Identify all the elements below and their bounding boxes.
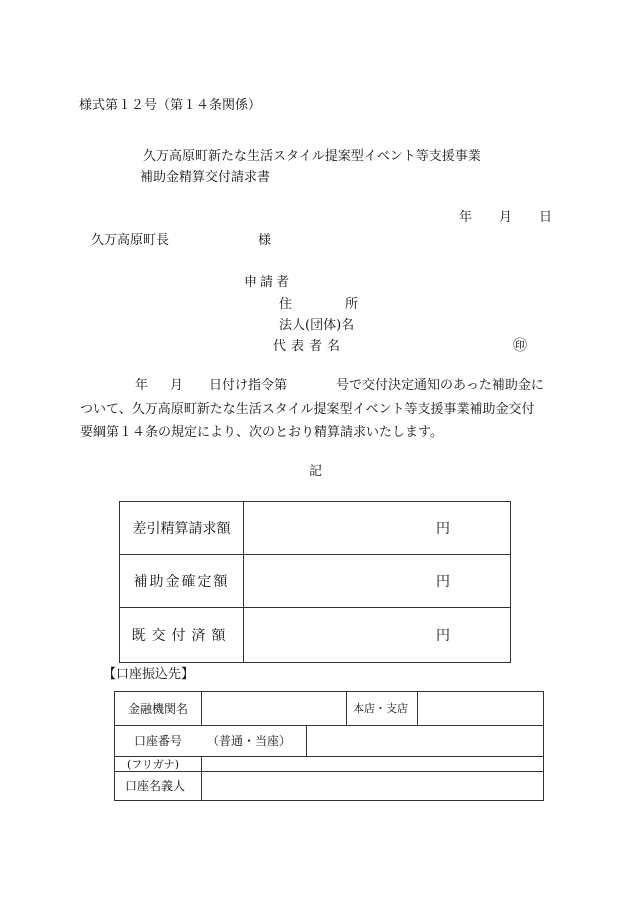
bank-table [114,691,544,801]
amount-row-paid [120,608,510,662]
date-day: 日 [539,210,553,225]
addressee-honorific: 様 [258,233,272,248]
amount-label-confirmed: 補助金確定額 [120,555,244,607]
bank-divider [115,771,543,772]
amount-unit-paid: 円 [436,628,450,644]
address-label-b: 所 [345,297,359,312]
amount-unit-confirmed: 円 [436,574,450,590]
form-number: 様式第１２号（第１４条関係） [79,98,262,113]
date-year: 年 [459,210,473,225]
amount-table [119,501,511,663]
addressee-name: 久万高原町長 [91,233,170,248]
bank-heading: 【口座振込先】 [103,667,195,682]
body-line-2: ついて、久万高原町新たな生活スタイル提案型イベント等支援事業補助金交付 [80,402,535,417]
amount-unit-settlement: 円 [436,521,450,537]
address-label-a: 住 [279,297,293,312]
amount-label-paid: 既交付済額 [120,608,244,662]
bank-divider [346,692,347,725]
ki-mark: 記 [309,464,323,479]
bank-institution-label: 金融機関名 [128,702,189,716]
bank-divider [306,725,307,756]
bank-divider [201,771,202,801]
amount-row-confirmed [120,555,510,608]
bank-account-type: （普通・当座） [207,734,292,748]
bank-account-number-label: 口座番号 [134,734,183,748]
body-line-3: 要綱第１４条の規定により、次のとおり精算請求いたします。 [80,425,443,440]
body-month: 月 [170,378,184,393]
body-notice: 号で交付決定通知のあった補助金に [336,378,544,393]
body-directive: 日付け指令第 [209,378,288,393]
title-line-1: 久万高原町新たな生活スタイル提案型イベント等支援事業 [143,149,481,164]
date-month: 月 [499,210,513,225]
bank-divider [115,725,543,726]
body-year: 年 [135,378,149,393]
applicant-label: 申請者 [244,275,293,290]
amount-label-settlement: 差引精算請求額 [120,502,244,554]
bank-furigana-label: (フリガナ) [127,758,180,771]
seal-icon: ㊞ [513,338,527,354]
bank-divider [115,756,543,757]
bank-divider [201,692,202,725]
representative-label: 代表者名 [273,339,346,354]
bank-branch-label: 本店・支店 [353,702,408,715]
title-line-2: 補助金精算交付請求書 [140,170,271,185]
amount-row-settlement [120,502,510,555]
bank-holder-label: 口座名義人 [125,779,186,793]
corporation-label: 法人(団体)名 [279,318,355,333]
bank-divider [417,692,418,725]
bank-divider [201,756,202,771]
